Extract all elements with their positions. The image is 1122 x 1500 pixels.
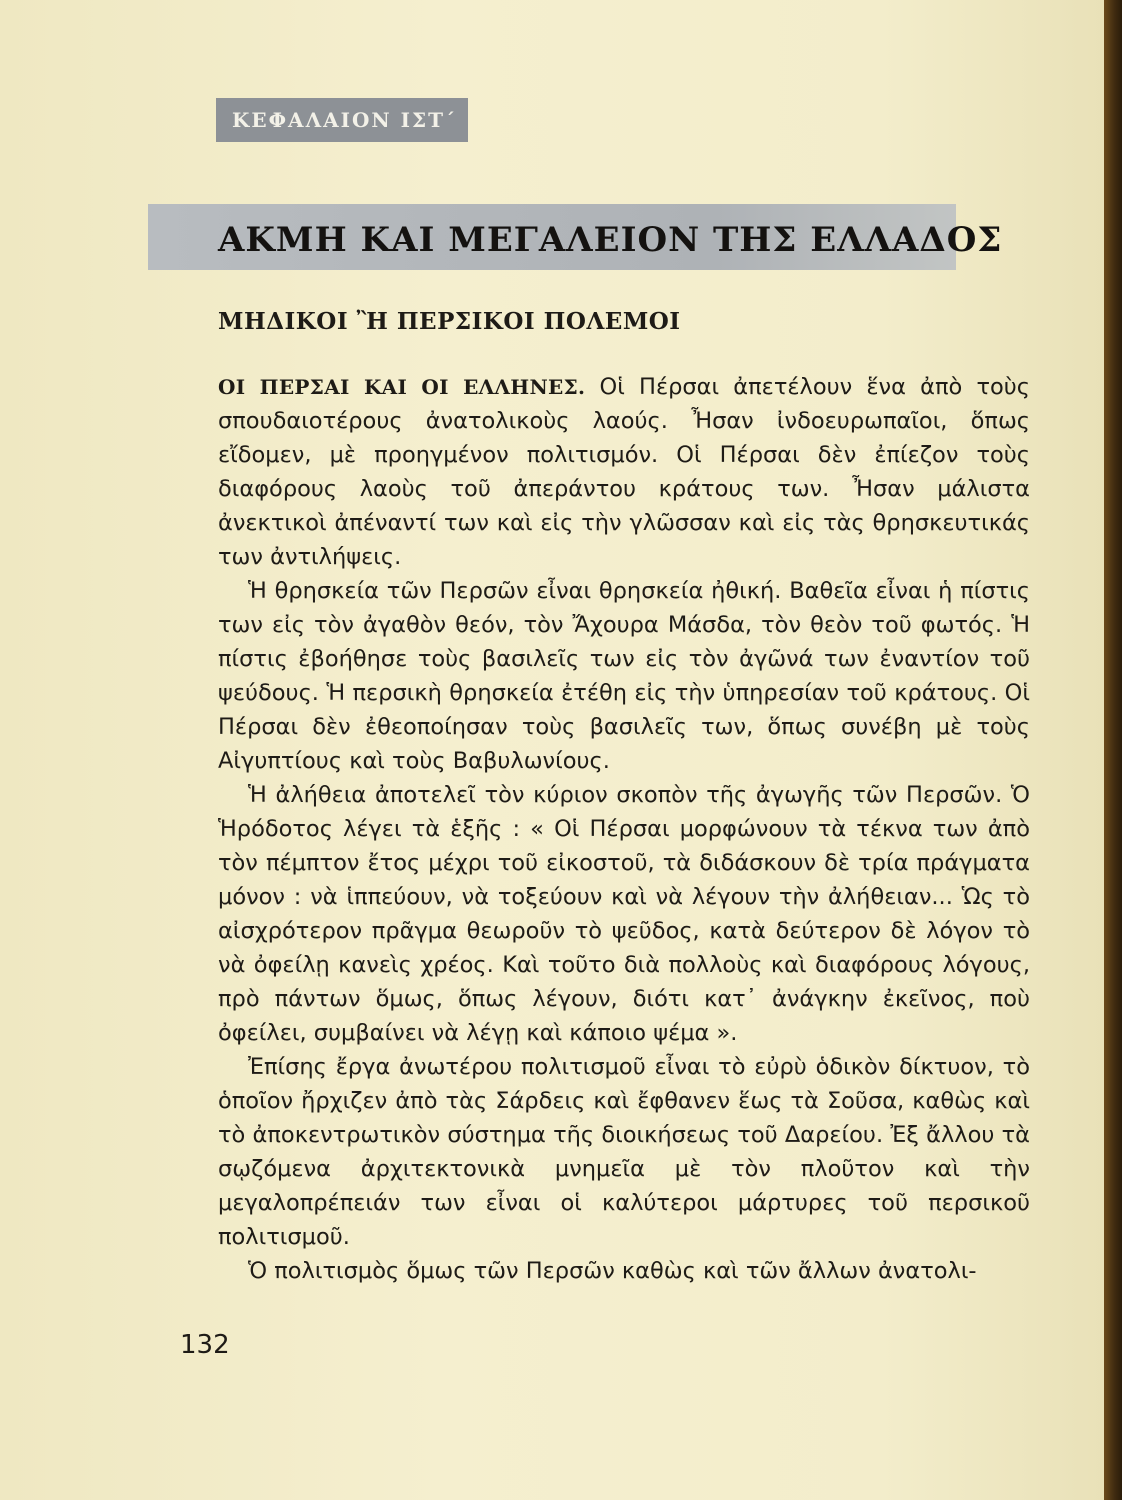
paragraph [218, 1050, 1030, 1254]
paragraph [218, 1254, 1030, 1288]
paragraph-text: Ὁ πολιτισμὸς ὅμως τῶν Περσῶν καθὼς καὶ τῶν ἄλλων ἀνατολι- [248, 1258, 977, 1284]
paragraph [218, 574, 1030, 778]
paragraph [218, 778, 1030, 1050]
paragraph [218, 370, 1030, 574]
paragraph-text: Οἱ Πέρσαι ἀπετέλουν ἕνα ἀπὸ τοὺς σπουδαιοτέρους ἀνατολικοὺς λαούς. Ἦσαν ἰνδοευρωπαῖοι, ὅπως εἴδομεν, μὲ προηγμένον πολιτισμόν. Οἱ Πέρσαι δὲν ἐπίεζον τοὺς διαφόρους λαοὺς τοῦ ἀπεράντου κράτους των. Ἦσαν μάλιστα ἀνεκτικοὶ ἀπέναντί των καὶ εἰς τὴν γλῶσσαν καὶ εἰς τὰς θρησκευτικάς των ἀντιλήψεις. [218, 374, 1031, 570]
paragraph-text: Ἐπίσης ἔργα ἀνωτέρου πολιτισμοῦ εἶναι τὸ εὐρὺ ὁδικὸν δίκτυον, τὸ ὁποῖον ἤρχιζεν ἀπὸ τὰς Σάρδεις καὶ ἔφθανεν ἕως τὰ Σοῦσα, καθὼς καὶ τὸ ἀποκεντρωτικὸν σύστημα τῆς διοικήσεως τοῦ Δαρείου. Ἐξ ἄλλου τὰ σῳζόμενα ἀρχιτεκτονικὰ μνημεῖα μὲ τὸν πλοῦτον καὶ τὴν μεγαλοπρέπειάν των εἶναι οἱ καλύτεροι μάρτυρες τοῦ περσικοῦ πολιτισμοῦ. [218, 1054, 1030, 1250]
book-spine-edge [1104, 0, 1122, 1500]
chapter-title: ΑΚΜΗ ΚΑΙ ΜΕΓΑΛΕΙΟΝ ΤΗΣ ΕΛΛΑΔΟΣ [218, 220, 1003, 260]
page-number: 132 [180, 1330, 230, 1360]
paragraph-text: Ἡ θρησκεία τῶν Περσῶν εἶναι θρησκεία ἠθική. Βαθεῖα εἶναι ἡ πίστις των εἰς τὸν ἀγαθὸν θεόν, τὸν Ἄχουρα Μάσδα, τὸν θεὸν τοῦ φωτός. Ἡ πίστις ἐβοήθησε τοὺς βασιλεῖς των εἰς τὸν ἀγῶνά των ἐναντίον τοῦ ψεύδους. Ἡ περσικὴ θρησκεία ἐτέθη εἰς τὴν ὑπηρεσίαν τοῦ κράτους. Οἱ Πέρσαι δὲν ἐθεοποίησαν τοὺς βασιλεῖς των, ὅπως συνέβη μὲ τοὺς Αἰγυπτίους καὶ τοὺς Βαβυλωνίους. [218, 578, 1030, 774]
body-text [218, 370, 1030, 1288]
section-title: ΜΗΔΙΚΟΙ Ἢ ΠΕΡΣΙΚΟΙ ΠΟΛΕΜΟΙ [218, 308, 681, 335]
chapter-label [216, 98, 468, 142]
paragraph-text: Ἡ ἀλήθεια ἀποτελεῖ τὸν κύριον σκοπὸν τῆς ἀγωγῆς τῶν Περσῶν. Ὁ Ἡρόδοτος λέγει τὰ ἑξῆς : « Οἱ Πέρσαι μορφώνουν τὰ τέκνα των ἀπὸ τὸν πέμπτον ἔτος μέχρι τοῦ εἰκοστοῦ, τὰ διδάσκουν δὲ τρία πράγματα μόνον : νὰ ἱππεύουν, νὰ τοξεύουν καὶ νὰ λέγουν τὴν ἀλήθειαν... Ὡς τὸ αἰσχρότερον πρᾶγμα θεωροῦν τὸ ψεῦδος, κατὰ δεύτερον δὲ λόγον τὸ νὰ ὀφείλῃ κανεὶς χρέος. Καὶ τοῦτο διὰ πολλοὺς καὶ διαφόρους λόγους, πρὸ πάντων ὅμως, ὅπως λέγουν, διότι κατ᾽ ἀνάγκην ἐκεῖνος, ποὺ ὀφείλει, συμβαίνει νὰ λέγῃ καὶ κάποιο ψέμα ». [218, 782, 1030, 1046]
chapter-label-text: ΚΕΦΑΛΑΙΟΝ ΙΣΤ΄ [232, 108, 458, 132]
paragraph-lead: ΟΙ ΠΕΡΣΑΙ ΚΑΙ ΟΙ ΕΛΛΗΝΕΣ. [218, 375, 586, 399]
